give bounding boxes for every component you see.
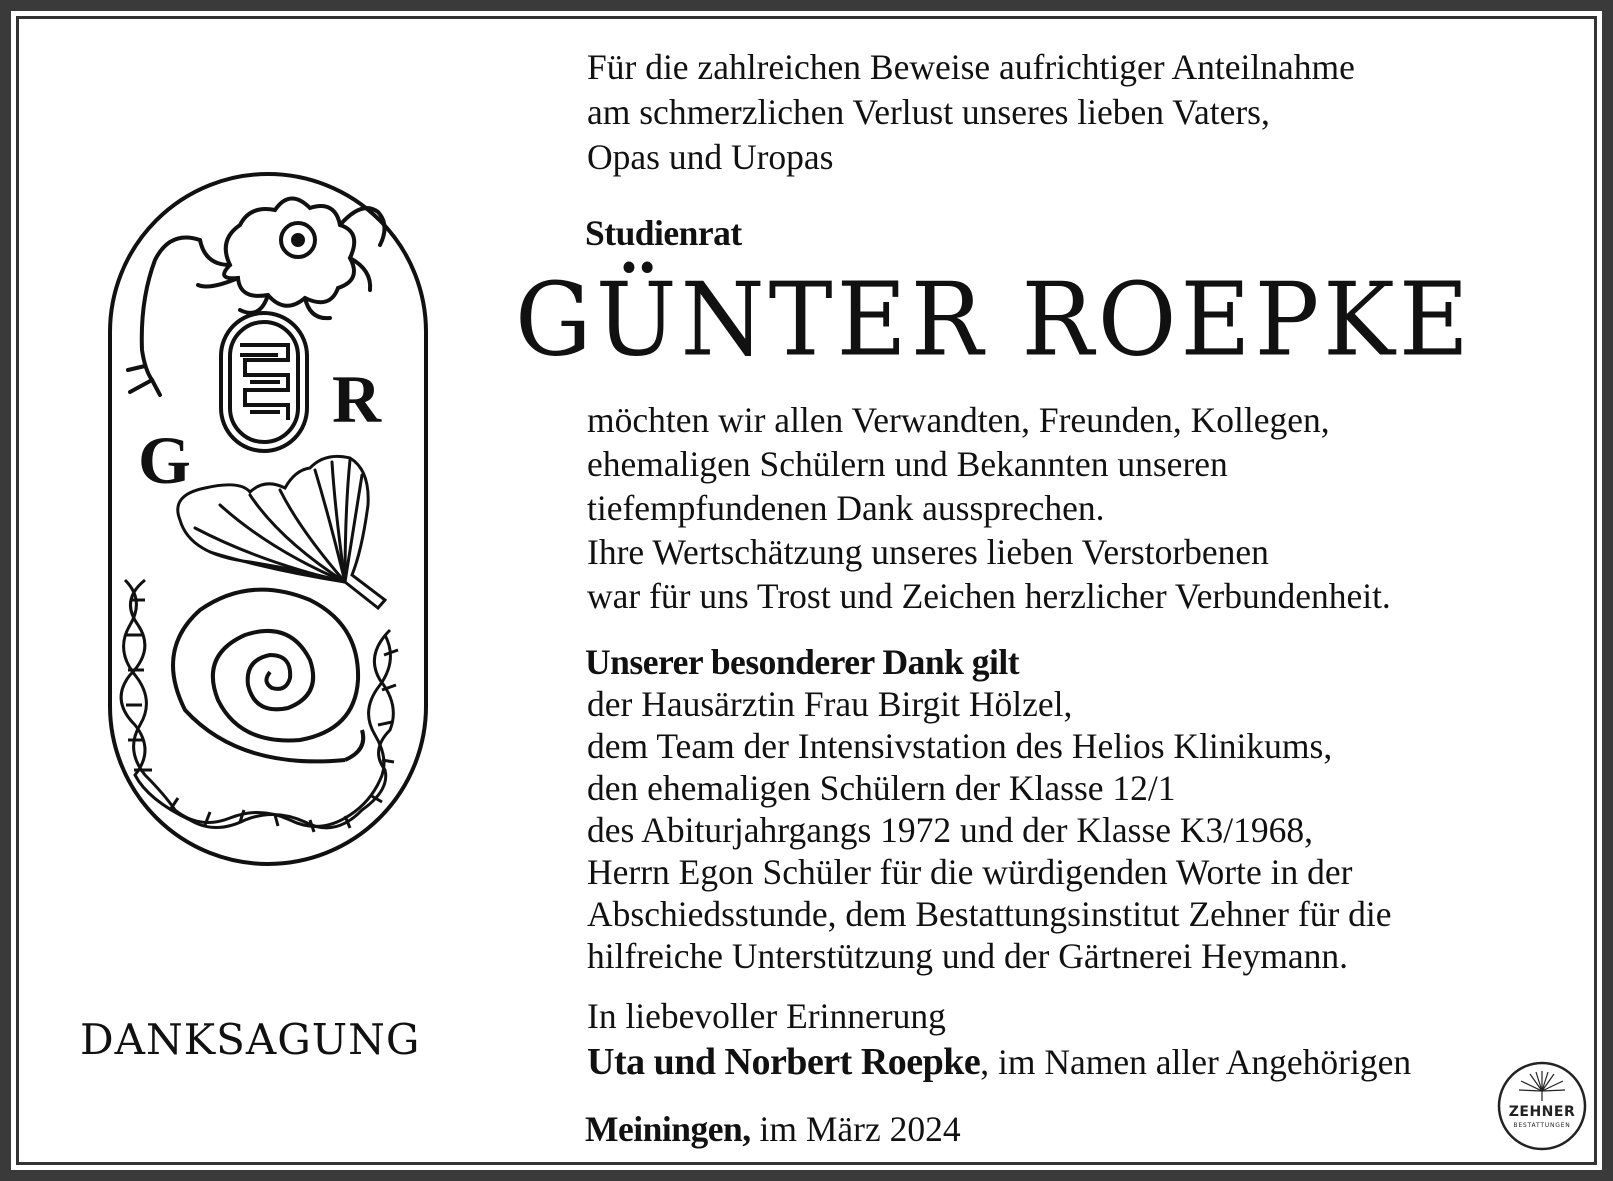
special-thanks-line-1: der Hausärztin Frau Birgit Hölzel, [587, 684, 1073, 724]
date: im März 2024 [750, 1109, 961, 1149]
signatories-suffix: , im Namen aller Angehörigen [980, 1042, 1412, 1082]
intro-line-3: Opas und Uropas [587, 137, 834, 177]
thanks-line-2: ehemaligen Schülern und Bekannten unseren [587, 444, 1228, 484]
signature-line [587, 1040, 1411, 1084]
special-thanks-line-4: des Abiturjahrgangs 1972 und der Klasse K3/1968, [587, 810, 1314, 850]
funeral-home-logo [1497, 1061, 1587, 1151]
logo-subtitle: BESTATTUNGEN [1513, 1122, 1571, 1129]
spiral-drawing [173, 590, 363, 762]
deceased-name: GÜNTER ROEPKE [515, 260, 1473, 379]
intro-line-2: am schmerzlichen Verlust unseres lieben Vaters, [587, 92, 1270, 132]
ginkgo-leaf-drawing [178, 456, 385, 608]
place-date-line [585, 1107, 961, 1151]
place: Meiningen, [585, 1109, 751, 1149]
remembrance-line: In liebevoller Erinnerung [587, 996, 946, 1036]
thanks-line-1: möchten wir allen Verwandten, Freunden, Kollegen, [587, 400, 1330, 440]
intro-line-1: Für die zahlreichen Beweise aufrichtiger Anteilnahme [587, 47, 1355, 87]
thanks-line-3: tiefempfundenen Dank aussprechen. [587, 488, 1105, 528]
danksagung-heading: DANKSAGUNG [80, 1015, 421, 1064]
special-thanks-line-3: den ehemaligen Schülern der Klasse 12/1 [587, 768, 1176, 808]
special-thanks-line-2: dem Team der Intensivstation des Helios Klinikums, [587, 726, 1333, 766]
special-thanks-heading: Unserer besonderer Dank gilt [585, 642, 1020, 682]
signatories: Uta und Norbert Roepke [587, 1041, 981, 1083]
emblem-letter-r: R [332, 361, 382, 437]
logo-name: ZEHNER [1508, 1104, 1576, 1120]
title-prefix: Studienrat [585, 213, 742, 253]
thanks-line-4: Ihre Wertschätzung unseres lieben Verstorbenen [587, 532, 1269, 572]
emblem-illustration [100, 170, 440, 870]
special-thanks-line-7: hilfreiche Unterstützung und der Gärtnerei Heymann. [587, 936, 1348, 976]
thanks-line-5: war für uns Trost und Zeichen herzlicher Verbundenheit. [587, 576, 1391, 616]
mitochondrion-drawing [221, 313, 307, 451]
emblem-letter-g: G [138, 422, 191, 498]
special-thanks-line-5: Herrn Egon Schüler für die würdigenden Worte in der [587, 852, 1353, 892]
special-thanks-line-6: Abschiedsstunde, dem Bestattungsinstitut Zehner für die [587, 894, 1392, 934]
